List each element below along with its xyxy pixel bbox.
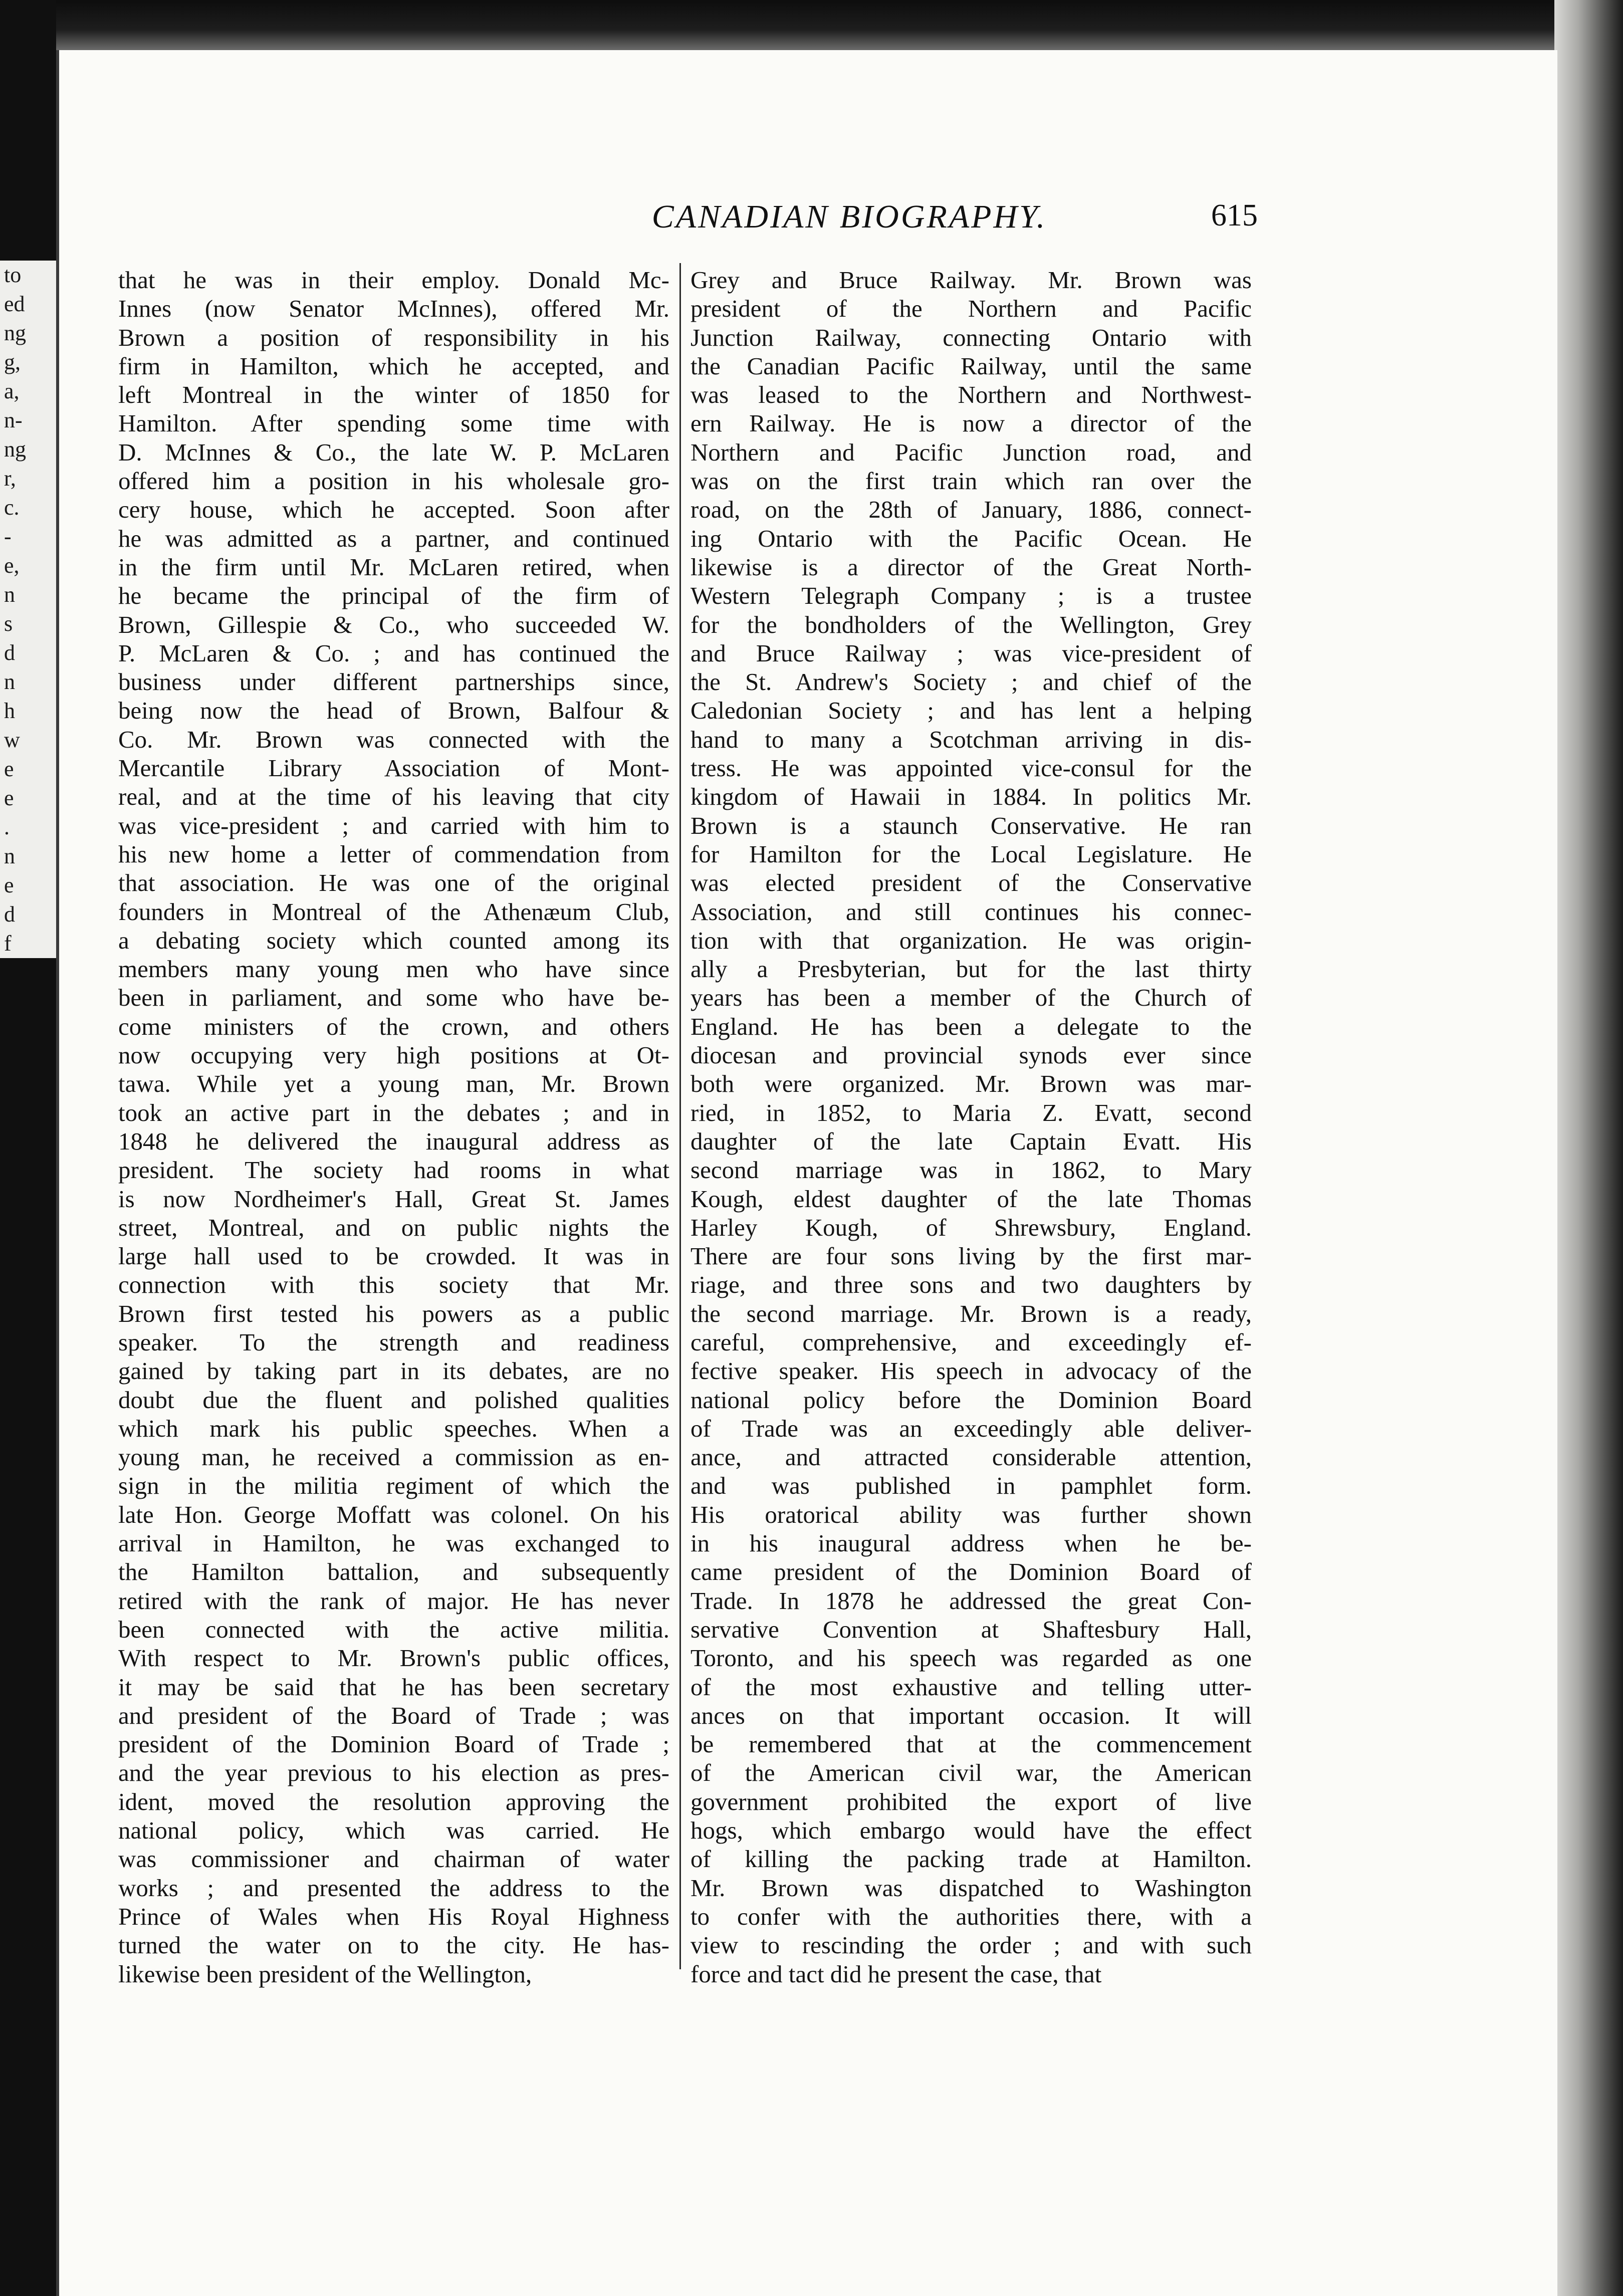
text-line: was vice-president ; and carried with him to xyxy=(118,811,669,839)
text-line: to confer with the authorities there, with a xyxy=(690,1902,1252,1930)
text-line: Junction Railway, connecting Ontario with xyxy=(690,323,1252,351)
text-line: that association. He was one of the original xyxy=(118,869,669,897)
text-line: Trade. In 1878 he addressed the great Con- xyxy=(690,1586,1252,1615)
text-line: of Trade was an exceedingly able deliver- xyxy=(690,1414,1252,1442)
text-line: Brown is a staunch Conservative. He ran xyxy=(690,811,1252,839)
text-line: large hall used to be crowded. It was in xyxy=(118,1242,669,1270)
text-line: the second marriage. Mr. Brown is a ready, xyxy=(690,1299,1252,1327)
text-line: turned the water on to the city. He has- xyxy=(118,1931,669,1959)
text-line: firm in Hamilton, which he accepted, and xyxy=(118,352,669,380)
text-line: works ; and presented the address to the xyxy=(118,1874,669,1902)
text-line: kingdom of Hawaii in 1884. In politics Mr. xyxy=(690,783,1252,811)
text-line: ern Railway. He is now a director of the xyxy=(690,409,1252,437)
text-line: took an active part in the debates ; and in xyxy=(118,1098,669,1126)
text-line: ident, moved the resolution approving the xyxy=(118,1787,669,1815)
text-line: Association, and still continues his connec- xyxy=(690,897,1252,926)
previous-page-fragment: d xyxy=(4,902,15,927)
text-line: and president of the Board of Trade ; was xyxy=(118,1701,669,1729)
text-line: ried, in 1852, to Maria Z. Evatt, second xyxy=(690,1098,1252,1126)
text-line: was elected president of the Conservative xyxy=(690,869,1252,897)
text-line: D. McInnes & Co., the late W. P. McLaren xyxy=(118,438,669,466)
previous-page-fragment: s xyxy=(4,611,13,636)
text-line: Toronto, and his speech was regarded as one xyxy=(690,1644,1252,1672)
text-line: riage, and three sons and two daughters by xyxy=(690,1271,1252,1299)
previous-page-fragment: e xyxy=(4,786,14,810)
text-line: it may be said that he has been secretary xyxy=(118,1673,669,1701)
text-line: president of the Dominion Board of Trade ; xyxy=(118,1730,669,1758)
previous-page-fragment: e xyxy=(4,873,14,897)
previous-page-fragment: to xyxy=(4,263,22,287)
previous-page-fragment: d xyxy=(4,640,15,665)
previous-page-fragments xyxy=(0,261,57,958)
page-right-edge xyxy=(1554,0,1623,2296)
text-line: Kough, eldest daughter of the late Thomas xyxy=(690,1185,1252,1213)
text-line: years has been a member of the Church of xyxy=(690,984,1252,1012)
text-line: he was admitted as a partner, and continued xyxy=(118,524,669,552)
text-line: Brown first tested his powers as a public xyxy=(118,1299,669,1327)
text-line: was commissioner and chairman of water xyxy=(118,1845,669,1873)
text-line: national policy before the Dominion Board xyxy=(690,1386,1252,1414)
text-line: ing Ontario with the Pacific Ocean. He xyxy=(690,524,1252,552)
text-line: national policy, which was carried. He xyxy=(118,1816,669,1845)
text-line: servative Convention at Shaftesbury Hall, xyxy=(690,1615,1252,1643)
text-line: is now Nordheimer's Hall, Great St. James xyxy=(118,1185,669,1213)
text-line: Brown, Gillespie & Co., who succeeded W. xyxy=(118,610,669,638)
text-line: cery house, which he accepted. Soon after xyxy=(118,496,669,524)
text-line: for the bondholders of the Wellington, Grey xyxy=(690,610,1252,638)
text-line: which mark his public speeches. When a xyxy=(118,1414,669,1442)
previous-page-fragment: . xyxy=(4,815,10,839)
text-line: a debating society which counted among its xyxy=(118,926,669,954)
previous-page-fragment: - xyxy=(4,524,12,549)
text-line: connection with this society that Mr. xyxy=(118,1271,669,1299)
previous-page-fragment: r, xyxy=(4,466,16,491)
text-line: daughter of the late Captain Evatt. His xyxy=(690,1127,1252,1155)
text-line: fective speaker. His speech in advocacy of the xyxy=(690,1357,1252,1385)
text-line: was leased to the Northern and Northwest- xyxy=(690,381,1252,409)
text-line: road, on the 28th of January, 1886, connect- xyxy=(690,496,1252,524)
text-line: Brown a position of responsibility in his xyxy=(118,323,669,351)
previous-page-fragment: n- xyxy=(4,408,23,432)
previous-page-fragment: g, xyxy=(4,350,21,374)
previous-page-fragment: ng xyxy=(4,321,26,345)
text-line: speaker. To the strength and readiness xyxy=(118,1328,669,1356)
text-line: both were organized. Mr. Brown was mar- xyxy=(690,1070,1252,1098)
text-line: ally a Presbyterian, but for the last thirty xyxy=(690,955,1252,983)
text-line: Hamilton. After spending some time with xyxy=(118,409,669,437)
text-line: and the year previous to his election as pres- xyxy=(118,1759,669,1787)
text-line: Mercantile Library Association of Mont- xyxy=(118,754,669,782)
text-line: force and tact did he present the case, that xyxy=(690,1960,1102,1988)
text-line: be remembered that at the commencement xyxy=(690,1730,1252,1758)
text-line: Harley Kough, of Shrewsbury, England. xyxy=(690,1213,1252,1241)
text-line: founders in Montreal of the Athenæum Club, xyxy=(118,897,669,926)
text-line: the St. Andrew's Society ; and chief of the xyxy=(690,668,1252,696)
text-line: Innes (now Senator McInnes), offered Mr. xyxy=(118,295,669,323)
scan-top-edge xyxy=(56,0,1623,50)
text-line: and Bruce Railway ; was vice-president of xyxy=(690,639,1252,667)
text-line: was on the first train which ran over the xyxy=(690,467,1252,495)
text-line: ances on that important occasion. It will xyxy=(690,1701,1252,1729)
text-line: Grey and Bruce Railway. Mr. Brown was xyxy=(690,266,1252,294)
text-line: in the firm until Mr. McLaren retired, when xyxy=(118,553,669,581)
page-number: 615 xyxy=(1211,198,1258,233)
text-line: sign in the militia regiment of which the xyxy=(118,1472,669,1500)
text-line: diocesan and provincial synods ever since xyxy=(690,1041,1252,1069)
text-line: There are four sons living by the first mar- xyxy=(690,1242,1252,1270)
text-line: the Canadian Pacific Railway, until the same xyxy=(690,352,1252,380)
text-line: street, Montreal, and on public nights the xyxy=(118,1213,669,1241)
text-line: tress. He was appointed vice-consul for the xyxy=(690,754,1252,782)
previous-page-fragment: w xyxy=(4,728,20,752)
text-line: hogs, which embargo would have the effect xyxy=(690,1816,1252,1845)
text-line: ance, and attracted considerable attention, xyxy=(690,1443,1252,1471)
text-line: president of the Northern and Pacific xyxy=(690,295,1252,323)
previous-page-fragment: ed xyxy=(4,292,25,316)
previous-page-fragment: e, xyxy=(4,553,20,578)
text-line: been in parliament, and some who have be- xyxy=(118,984,669,1012)
text-line: for Hamilton for the Local Legislature. He xyxy=(690,840,1252,868)
text-line: His oratorical ability was further shown xyxy=(690,1500,1252,1528)
text-line: real, and at the time of his leaving that city xyxy=(118,783,669,811)
previous-page-fragment: n xyxy=(4,844,15,868)
text-line: P. McLaren & Co. ; and has continued the xyxy=(118,639,669,667)
text-line: Mr. Brown was dispatched to Washington xyxy=(690,1874,1252,1902)
text-line: being now the head of Brown, Balfour & xyxy=(118,697,669,725)
text-line: that he was in their employ. Donald Mc- xyxy=(118,266,669,294)
text-line: With respect to Mr. Brown's public offices, xyxy=(118,1644,669,1672)
column-divider xyxy=(679,263,681,1969)
previous-page-fragment: ng xyxy=(4,437,26,462)
text-line: late Hon. George Moffatt was colonel. On his xyxy=(118,1500,669,1528)
text-line: the Hamilton battalion, and subsequently xyxy=(118,1558,669,1586)
previous-page-fragment: c. xyxy=(4,495,20,520)
text-line: second marriage was in 1862, to Mary xyxy=(690,1156,1252,1184)
text-line: gained by taking part in its debates, are no xyxy=(118,1357,669,1385)
text-line: Northern and Pacific Junction road, and xyxy=(690,438,1252,466)
text-line: members many young men who have since xyxy=(118,955,669,983)
previous-page-fragment: e xyxy=(4,757,14,781)
text-line: tawa. While yet a young man, Mr. Brown xyxy=(118,1070,669,1098)
text-line: Western Telegraph Company ; is a trustee xyxy=(690,582,1252,610)
previous-page-fragment: a, xyxy=(4,379,20,403)
text-line: business under different partnerships since, xyxy=(118,668,669,696)
previous-page-fragment: n xyxy=(4,669,15,694)
text-line: in his inaugural address when he be- xyxy=(690,1529,1252,1557)
text-line: likewise is a director of the Great North- xyxy=(690,553,1252,581)
text-line: Prince of Wales when His Royal Highness xyxy=(118,1902,669,1930)
text-line: come ministers of the crown, and others xyxy=(118,1012,669,1040)
text-line: of killing the packing trade at Hamilton. xyxy=(690,1845,1252,1873)
text-line: offered him a position in his wholesale gro- xyxy=(118,467,669,495)
text-line: now occupying very high positions at Ot- xyxy=(118,1041,669,1069)
text-line: of the most exhaustive and telling utter- xyxy=(690,1673,1252,1701)
text-line: hand to many a Scotchman arriving in dis- xyxy=(690,725,1252,753)
text-line: came president of the Dominion Board of xyxy=(690,1558,1252,1586)
text-line: view to rescinding the order ; and with such xyxy=(690,1931,1252,1959)
text-line: Co. Mr. Brown was connected with the xyxy=(118,725,669,753)
text-line: young man, he received a commission as en- xyxy=(118,1443,669,1471)
text-line: he became the principal of the firm of xyxy=(118,582,669,610)
text-line: 1848 he delivered the inaugural address as xyxy=(118,1127,669,1155)
previous-page-fragment: h xyxy=(4,699,15,723)
text-line: tion with that organization. He was origin- xyxy=(690,926,1252,954)
text-line: his new home a letter of commendation from xyxy=(118,840,669,868)
text-line: careful, comprehensive, and exceedingly ef- xyxy=(690,1328,1252,1356)
left-column xyxy=(118,266,669,1988)
text-line: England. He has been a delegate to the xyxy=(690,1012,1252,1040)
text-line: of the American civil war, the American xyxy=(690,1759,1252,1787)
text-line: government prohibited the export of live xyxy=(690,1787,1252,1815)
text-line: and was published in pamphlet form. xyxy=(690,1472,1252,1500)
previous-page-fragment: f xyxy=(4,931,12,956)
text-line: left Montreal in the winter of 1850 for xyxy=(118,381,669,409)
text-line: president. The society had rooms in what xyxy=(118,1156,669,1184)
text-line: likewise been president of the Wellington, xyxy=(118,1960,532,1988)
text-line: Caledonian Society ; and has lent a helping xyxy=(690,697,1252,725)
previous-page-fragment: n xyxy=(4,582,15,607)
text-line: been connected with the active militia. xyxy=(118,1615,669,1643)
right-column xyxy=(690,266,1252,1988)
text-line: doubt due the fluent and polished qualities xyxy=(118,1386,669,1414)
text-line: arrival in Hamilton, he was exchanged to xyxy=(118,1529,669,1557)
text-line: retired with the rank of major. He has never xyxy=(118,1586,669,1615)
running-title: CANADIAN BIOGRAPHY. xyxy=(651,198,1047,235)
